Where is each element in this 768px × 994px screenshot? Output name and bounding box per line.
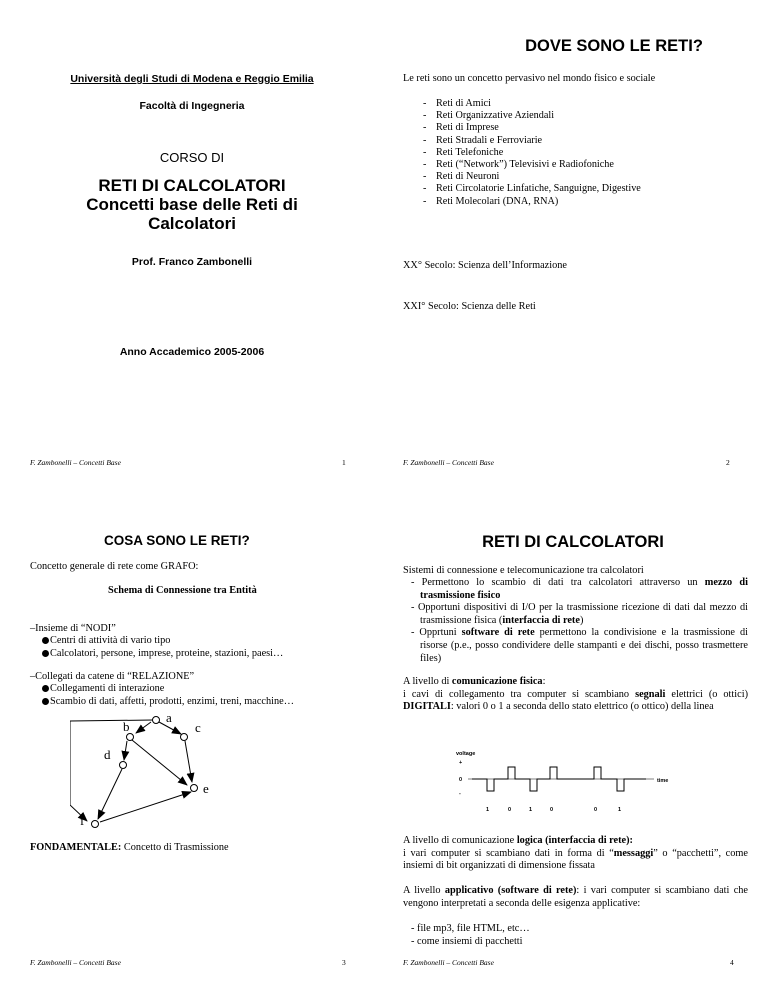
nodes-list xyxy=(30,635,283,660)
list-item: - Reti Stradali e Ferroviarie xyxy=(423,135,641,147)
application-level-text: A livello applicativo (software di rete): i vari computer si scambiano dati che vengono interpretati a seconda delle esigenza applicative: xyxy=(403,885,748,909)
graph-label-b: b xyxy=(123,719,130,734)
application-list xyxy=(403,923,741,948)
list-item: - Reti Circolatorie Linfatiche, Sanguigne, Digestive xyxy=(423,183,641,195)
slide-3 xyxy=(0,497,384,994)
course-title-line-1: RETI DI CALCOLATORI xyxy=(98,176,286,195)
digital-signal-diagram xyxy=(456,750,696,820)
list-item: - Reti di Neuroni xyxy=(423,171,641,183)
signal-bit: 1 xyxy=(486,807,490,813)
graph-label-a: a xyxy=(166,710,172,725)
graph-node-b xyxy=(127,734,134,741)
list-item: - Opportuni dispositivi di I/O per la trasmissione ricezione di dati dal mezzo di trasmissione fisica (interfaccia di rete) xyxy=(411,602,748,627)
signal-bit: 0 xyxy=(550,807,554,813)
schema-text: Schema di Connessione tra Entità xyxy=(108,585,257,596)
slide-4 xyxy=(384,497,768,994)
course-label: CORSO DI xyxy=(159,150,225,165)
list-item: - Reti Organizzative Aziendali xyxy=(423,110,641,122)
edge-c-e xyxy=(185,741,192,782)
edge-b-e xyxy=(132,740,187,785)
university-name: Università degli Studi di Modena e Reggio Emilia xyxy=(70,73,314,85)
footer-author: F. Zambonelli – Concetti Base xyxy=(30,958,121,967)
edge-d-f xyxy=(98,769,122,819)
intro-text: Sistemi di connessione e telecomunicazione tra calcolatori xyxy=(403,565,644,576)
list-item: Centri di attività di vario tipo xyxy=(42,635,283,648)
footer-author: F. Zambonelli – Concetti Base xyxy=(403,958,494,967)
course-title xyxy=(0,176,384,233)
logical-level-text xyxy=(403,835,748,873)
relations-heading: –Collegati da catene di “RELAZIONE” xyxy=(30,671,195,682)
list-item: - Reti di Imprese xyxy=(423,122,641,134)
graph-label-f: f xyxy=(80,813,85,828)
page-number: 3 xyxy=(342,958,346,967)
graph-node-e xyxy=(191,785,198,792)
course-title-line-2: Concetti base delle Reti di xyxy=(86,195,298,214)
relations-list xyxy=(30,683,294,708)
faculty-name: Facoltà di Ingegneria xyxy=(139,100,245,112)
signal-bit: 1 xyxy=(529,807,533,813)
fundamental-concept: Concetto di Trasmissione xyxy=(121,842,229,853)
signal-y-label: voltage xyxy=(456,751,476,757)
list-item: - Reti Telefoniche xyxy=(423,147,641,159)
list-item: - Permettono lo scambio di dati tra calcolatori attraverso un mezzo di trasmissione fisico xyxy=(411,577,748,602)
fundamental-label: FONDAMENTALE: xyxy=(30,842,122,853)
graph-node-f xyxy=(92,821,99,828)
slide-1 xyxy=(0,0,384,497)
features-list xyxy=(403,577,748,665)
edge-f-e xyxy=(100,792,191,822)
slide-title: RETI DI CALCOLATORI xyxy=(482,533,664,551)
nodes-heading: –Insieme di “NODI” xyxy=(30,623,116,634)
list-item: - Reti Molecolari (DNA, RNA) xyxy=(423,196,641,208)
signal-plus-label: + xyxy=(459,760,463,766)
graph-node-c xyxy=(181,734,188,741)
list-item: Scambio di dati, affetti, prodotti, enzimi, treni, macchine… xyxy=(42,696,294,709)
graph-diagram xyxy=(70,707,240,832)
page-number: 2 xyxy=(726,458,730,467)
graph-label-c: c xyxy=(195,720,201,735)
signal-zero-label: 0 xyxy=(459,777,463,783)
signal-minus-label: - xyxy=(459,791,461,797)
logical-level-heading: A livello di comunicazione logica (interfaccia di rete): xyxy=(403,835,633,846)
graph-node-a xyxy=(153,717,160,724)
edge-a-b xyxy=(136,722,151,733)
signal-bit: 0 xyxy=(508,807,512,813)
century-21-text: XXI° Secolo: Scienza delle Reti xyxy=(403,301,536,312)
physical-level-heading: A livello di comunicazione fisica: xyxy=(403,676,546,687)
graph-label-e: e xyxy=(203,781,209,796)
century-20-text: XX° Secolo: Scienza dell’Informazione xyxy=(403,260,567,271)
academic-year: Anno Accademico 2005-2006 xyxy=(119,346,265,358)
fundamental-text xyxy=(30,842,229,855)
intro-text: Concetto generale di rete come GRAFO: xyxy=(30,561,199,572)
physical-level-text xyxy=(403,676,748,714)
graph-node-d xyxy=(120,762,127,769)
list-item: - Reti di Amici xyxy=(423,98,641,110)
list-item: - come insiemi di pacchetti xyxy=(411,936,741,949)
list-item: - Opprtuni software di rete permettono la condivisione e la trasmissione di risorse (p.e., posso condividere delle stampanti e dei dischi, posso trasmettere files) xyxy=(411,627,748,665)
page-number: 4 xyxy=(730,958,734,967)
logical-level-description: i vari computer si scambiano dati in forma di “messaggi” o “pacchetti”, come insiemi di bit organizzati di dimensione fissata xyxy=(403,847,748,872)
slide-title: COSA SONO LE RETI? xyxy=(104,533,250,548)
network-types-list xyxy=(423,98,641,208)
professor-name: Prof. Franco Zambonelli xyxy=(131,256,253,268)
edge-b-d xyxy=(124,741,127,760)
signal-x-label: time xyxy=(657,778,669,784)
slide-2 xyxy=(384,0,768,497)
edge-a-f xyxy=(70,720,153,821)
list-item: Calcolatori, persone, imprese, proteine, stazioni, paesi… xyxy=(42,648,283,661)
graph-label-d: d xyxy=(104,747,111,762)
list-item: Collegamenti di interazione xyxy=(42,683,294,696)
signal-bit: 1 xyxy=(618,807,622,813)
slide-title: DOVE SONO LE RETI? xyxy=(525,37,703,55)
intro-text: Le reti sono un concetto pervasivo nel mondo fisico e sociale xyxy=(403,73,656,84)
signal-bit: 0 xyxy=(594,807,598,813)
footer-author: F. Zambonelli – Concetti Base xyxy=(403,458,494,467)
page-number: 1 xyxy=(342,458,346,467)
list-item: - Reti (“Network”) Televisivi e Radiofoniche xyxy=(423,159,641,171)
physical-level-description: i cavi di collegamento tra computer si scambiano segnali elettrici (o ottici) DIGITALI: valori 0 o 1 a seconda dello stato elettrico (o ottico) della linea xyxy=(403,688,748,713)
course-title-line-3: Calcolatori xyxy=(148,214,236,233)
footer-author: F. Zambonelli – Concetti Base xyxy=(30,458,121,467)
list-item: - file mp3, file HTML, etc… xyxy=(411,923,741,936)
